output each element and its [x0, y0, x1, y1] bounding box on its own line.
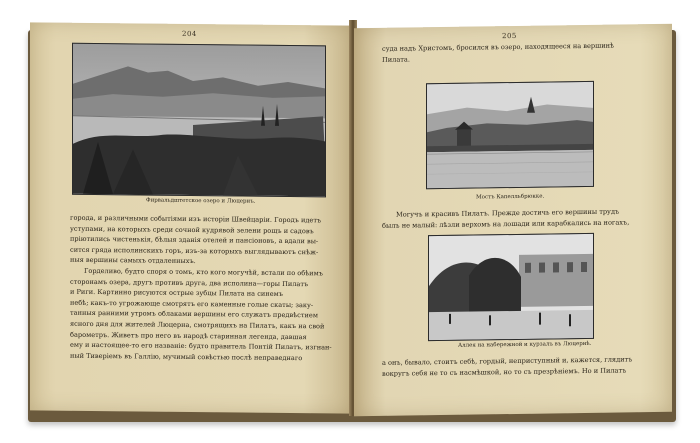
text-line: ясного дня для жителей Люцерна, смотрящихъ на Пилатъ, какъ на свой [70, 319, 325, 331]
text-line: города, и различными событіями изъ исторіи Швейцаріи. Городъ идетъ [70, 213, 322, 225]
text-line: танныя ранними утромъ облаками вершины его служатъ предвѣстием [70, 309, 318, 320]
text-line: небѣ; какъ-то угрожающе смотрятъ его каменные голые скаты; заку- [70, 298, 314, 310]
caption-chapel-bridge: Мостъ Капелльбрюкке. [476, 193, 545, 201]
text-line: а онъ, бывало, стоитъ себѣ, гордый, неприступный и, кажется, глядитъ [382, 355, 633, 367]
text-line: и Риги. Картинно рисуются острые зубцы Пилата на синемъ [70, 287, 283, 299]
page-number-left: 204 [182, 29, 197, 39]
text-line: сторонамъ озера, другъ противъ друга, два исполина—горы Пилатъ [70, 277, 309, 288]
text-line: сится гряда исполинскихъ горъ, изъ-за которыхъ выглядываютъ снѣж- [70, 245, 319, 257]
left-page [30, 22, 352, 413]
text-line: вокругъ себя не то съ насмѣшкой, но то съ презрѣніемъ. Но и Пилатъ [382, 366, 627, 378]
right-page [354, 24, 672, 416]
text-line: барометръ. Живетъ про него въ народѣ старинная легенда, давшая [70, 330, 307, 341]
text-line: ему и настоящее-то его названіе: будто правитель Понтій Пилатъ, изгнан- [70, 340, 332, 352]
text-line: пріютились чистенькія, бѣлыя зданія отелей и пансіоновъ, а вдали вы- [70, 234, 319, 246]
text-line: Могучъ и красивъ Пилатъ. Прежде достичь его вершины трудъ [396, 207, 620, 219]
text-line: ный Тиверіемъ въ Галлію, мучимый совѣстью послѣ неправеднаго [70, 351, 303, 362]
text-line: уступами, на которыхъ среди сочной кудрявой зелени рощъ и садовъ [70, 224, 314, 235]
right-top-text [382, 40, 644, 65]
text-line: былъ не малый: лѣзли верхомъ на лошади или карабкались на ногахъ, [382, 217, 630, 230]
text-line: ныя вершины самыхъ отдаленныхъ. [70, 256, 196, 266]
left-text-block [70, 213, 332, 364]
promenade-kursaal-engraving [428, 233, 594, 341]
text-line: суда надъ Христомъ, бросился въ озеро, находящееся на вершинѣ [382, 41, 614, 53]
chapel-bridge-engraving [426, 81, 594, 189]
text-line: Пилата. [382, 55, 410, 64]
caption-promenade: Аллея на набережной и курзалъ въ Люцернѣ. [458, 340, 592, 349]
caption-lake-lucerne: Фирвальдштетское озеро и Люцернъ. [146, 197, 256, 205]
right-bottom-text [382, 354, 644, 379]
text-line: Горделиво, будто споря о томъ, кто кого могучѣй, встали по обѣимъ [84, 266, 323, 278]
right-middle-text [382, 206, 644, 231]
page-number-right: 205 [502, 31, 517, 41]
lake-lucerne-engraving [72, 43, 326, 198]
